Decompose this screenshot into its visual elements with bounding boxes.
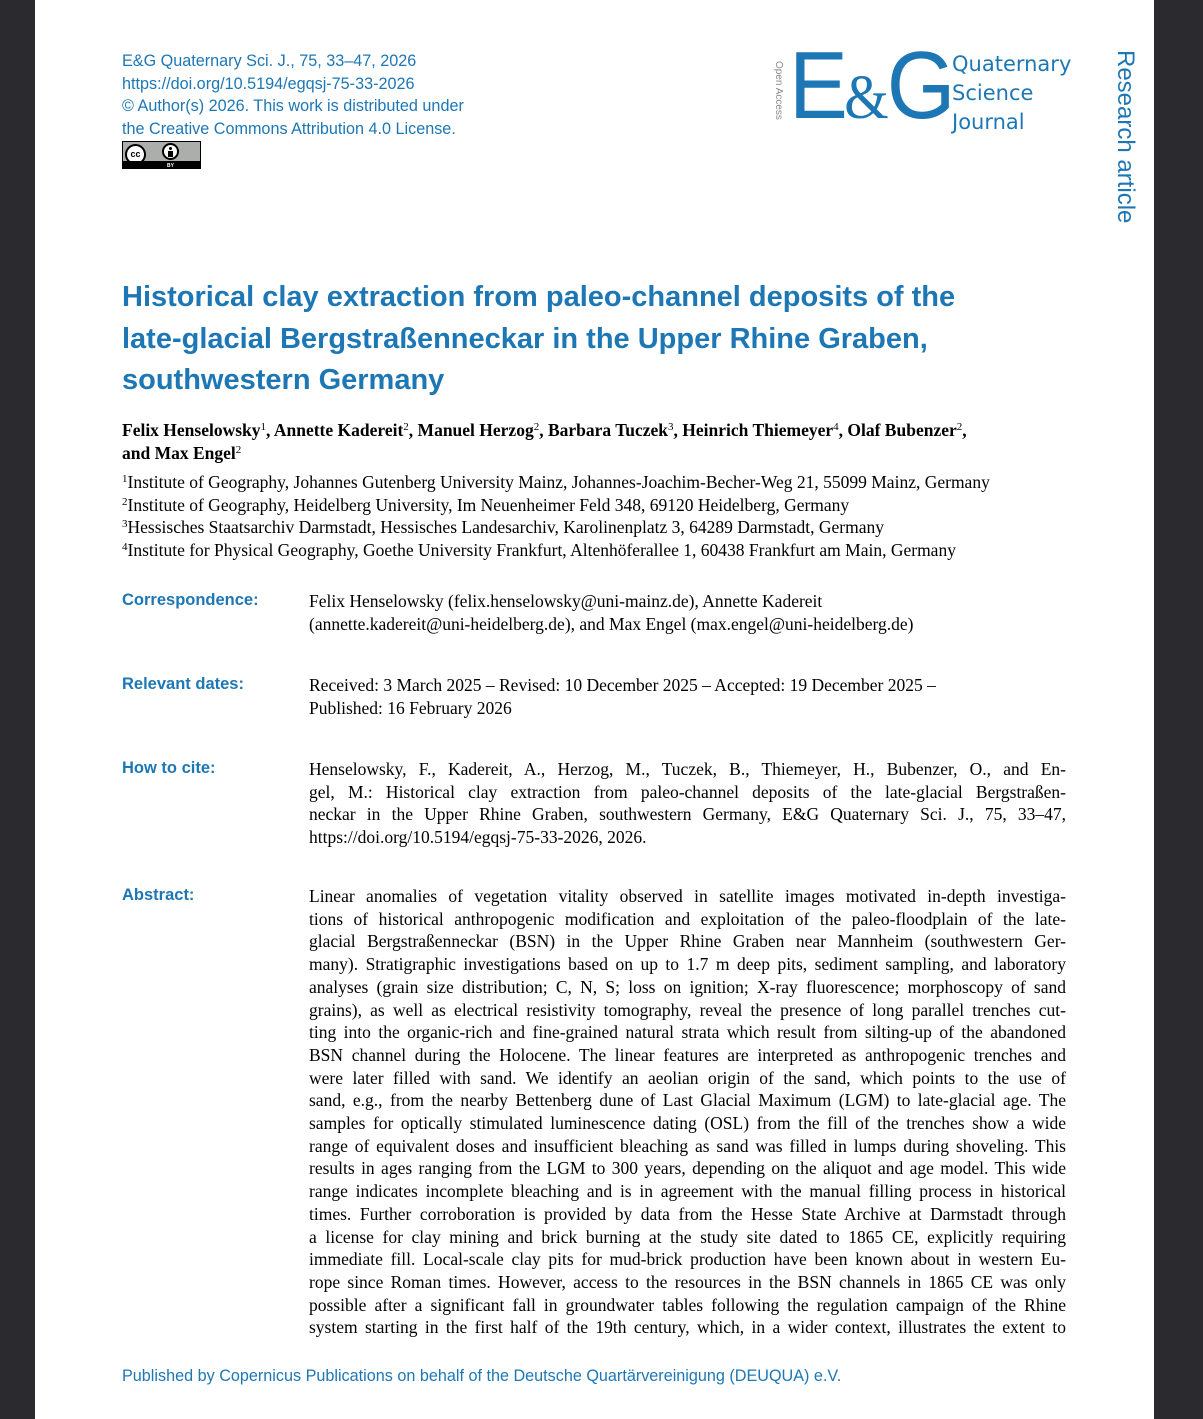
journal-name-line: Journal xyxy=(952,110,1025,134)
author-affiliation-mark: 2 xyxy=(235,444,242,456)
dates-line: Received: 3 March 2025 – Revised: 10 December 2025 – Accepted: 19 December 2025 – xyxy=(309,675,936,695)
badge-bottom-strip xyxy=(123,161,200,168)
affiliation-text: Institute of Geography, Johannes Gutenberg University Mainz, Johannes-Joachim-Becher-Weg 21, 55099 Mainz, Germany xyxy=(127,472,990,492)
abstract-label: Abstract: xyxy=(122,886,195,904)
title-line: late-glacial Bergstraßenneckar in the Upper Rhine Graben, xyxy=(122,322,928,355)
author-separator: , xyxy=(838,420,848,440)
correspondence-text xyxy=(309,590,1066,635)
affiliation-list xyxy=(122,471,1112,562)
affiliation-number: 3 xyxy=(122,518,128,531)
cc-by-license-badge[interactable] xyxy=(122,141,201,169)
abstract-line: a license for clay mining and brick burning at the study site dated to 1865 CE, explicitly requiring xyxy=(309,1226,1066,1247)
abstract-line: system starting in the first half of the 19th century, which, in a wider context, illustrates the extent to xyxy=(309,1317,1066,1338)
author-affiliation-mark: 1 xyxy=(260,421,267,433)
abstract-line: many). Stratigraphic investigations based on up to 1.7 m deep pits, sediment sampling, and laboratory xyxy=(309,954,1066,975)
abstract-line: analyses (grain size distribution; C, N, S; loss on ignition; X-ray fluorescence; morphoscopy of sand xyxy=(309,976,1066,997)
attribution-person-icon xyxy=(162,143,179,160)
abstract-line: tions of historical anthropogenic modification and exploitation of the paleo-floodplain of the late- xyxy=(309,908,1066,929)
author-separator: , xyxy=(539,420,548,440)
title-line: southwestern Germany xyxy=(122,364,445,396)
correspondence-label: Correspondence: xyxy=(122,591,259,609)
author-name: Felix Henselowsky xyxy=(122,420,261,440)
dates-line: Published: 16 February 2026 xyxy=(309,697,512,718)
author-affiliation-mark: 2 xyxy=(956,421,963,433)
affiliation-number: 4 xyxy=(122,541,128,554)
how-to-cite-label: How to cite: xyxy=(122,759,216,777)
relevant-dates-label: Relevant dates: xyxy=(122,675,244,693)
affiliation-item xyxy=(122,539,1112,562)
abstract-line: possible after a significant fall in groundwater tables following the regulation campaign of the Rhine xyxy=(309,1294,1066,1315)
author-separator: , xyxy=(962,420,967,440)
author-name: Olaf Bubenzer xyxy=(847,420,957,440)
author-affiliation-mark: 4 xyxy=(833,421,839,433)
publisher-footer: Published by Copernicus Publications on behalf of the Deutsche Quartärvereinigung (DEUQUA) e.V. xyxy=(122,1367,842,1385)
license-line-1: © Author(s) 2026. This work is distributed under xyxy=(122,97,464,115)
abstract-line: Linear anomalies of vegetation vitality observed in satellite images motivated in-depth investiga- xyxy=(309,886,1066,906)
correspondence-line: (annette.kadereit@uni-heidelberg.de), and Max Engel (max.engel@uni-heidelberg.de) xyxy=(309,613,914,634)
abstract-line: immediate fill. Local-scale clay pits for mud-brick production have been known about in western Eu- xyxy=(309,1249,1066,1270)
journal-name xyxy=(952,50,1071,137)
cite-line: Henselowsky, F., Kadereit, A., Herzog, M., Tuczek, B., Thiemeyer, H., Bubenzer, O., and En- xyxy=(309,759,1066,779)
abstract-line: range indicates incomplete bleaching and is in agreement with the manual filling process in historical xyxy=(309,1181,1066,1202)
eg-logo-letters xyxy=(789,32,952,148)
paper-title xyxy=(122,277,1082,402)
abstract-line: glacial Bergstraßenneckar (BSN) in the Upper Rhine Graben near Mannheim (southwestern Ger- xyxy=(309,931,1066,952)
cite-line: neckar in the Upper Rhine Graben, southwestern Germany, E&G Quaternary Sci. J., 75, 33–47, xyxy=(309,804,1066,825)
how-to-cite-text xyxy=(309,758,1066,849)
abstract-line: samples for optically stimulated luminescence dating (OSL) from the fill of the trenches show a wide xyxy=(309,1113,1066,1134)
author-affiliation-mark: 2 xyxy=(533,421,540,433)
author-affiliation-mark: 3 xyxy=(668,421,674,433)
author-name: Manuel Herzog xyxy=(417,420,534,440)
cc-icon: cc xyxy=(125,144,146,165)
open-access-label: Open Access xyxy=(773,60,784,120)
cite-line: https://doi.org/10.5194/egqsj-75-33-2026, 2026. xyxy=(309,827,647,848)
affiliation-item xyxy=(122,494,1112,517)
affiliation-number: 2 xyxy=(122,495,128,508)
abstract-line: ting into the organic-rich and fine-grained natural strata which result from silting-up of the abandoned xyxy=(309,1022,1066,1043)
logo-ampersand: & xyxy=(844,64,887,132)
license-line-2[interactable]: the Creative Commons Attribution 4.0 License. xyxy=(122,119,456,138)
affiliation-number: 1 xyxy=(122,473,128,485)
citation-line: E&G Quaternary Sci. J., 75, 33–47, 2026 xyxy=(122,52,417,70)
title-line: Historical clay extraction from paleo-channel deposits of the xyxy=(122,281,956,313)
author-name: Annette Kadereit xyxy=(273,420,404,440)
by-label: BY xyxy=(167,163,174,169)
affiliation-item xyxy=(122,471,1112,494)
affiliation-text: Hessisches Staatsarchiv Darmstadt, Hessisches Landesarchiv, Karolinenplatz 3, 64289 Darmstadt, Germany xyxy=(127,517,884,538)
author-name: and Max Engel xyxy=(122,443,236,463)
author-separator: , xyxy=(673,420,683,440)
journal-name-line: Science xyxy=(952,81,1034,105)
affiliation-item xyxy=(122,516,1112,539)
abstract-line: times. Further corroboration is provided by data from the Hesse State Archive at Darmstadt through xyxy=(309,1203,1066,1224)
abstract-line: BSN channel during the Holocene. The linear features are interpreted as anthropogenic trenches and xyxy=(309,1044,1066,1065)
cite-line: gel, M.: Historical clay extraction from paleo-channel deposits of the late-glacial Bergstraßen- xyxy=(309,781,1066,802)
abstract-text xyxy=(309,885,1066,1339)
abstract-line: rope since Roman times. However, access to the resources in the BSN channels in 1865 CE was only xyxy=(309,1271,1066,1292)
citation-header xyxy=(122,50,464,140)
author-name: Heinrich Thiemeyer xyxy=(682,420,834,440)
logo-letter-e: E xyxy=(789,32,845,139)
doi-link[interactable]: https://doi.org/10.5194/egqsj-75-33-2026 xyxy=(122,74,415,93)
abstract-line: grains), as well as electrical resistivity tomography, reveal the presence of long parallel trenches cut- xyxy=(309,999,1066,1020)
correspondence-line: Felix Henselowsky (felix.henselowsky@uni-mainz.de), Annette Kadereit xyxy=(309,591,823,611)
document-page xyxy=(35,0,1154,1419)
affiliation-text: Institute for Physical Geography, Goethe University Frankfurt, Altenhöferallee 1, 60438 Frankfurt am Main, Germany xyxy=(127,540,956,561)
author-separator: , xyxy=(266,420,274,440)
journal-name-line: Quaternary xyxy=(952,52,1072,76)
author-name: Barbara Tuczek xyxy=(547,420,669,440)
abstract-line: sand, e.g., from the nearby Bettenberg dune of Last Glacial Maximum (LGM) to late-glacial age. The xyxy=(309,1090,1066,1111)
abstract-line: results in ages ranging from the LGM to 300 years, depending on the aliquot and age model. This wide xyxy=(309,1158,1066,1179)
affiliation-text: Institute of Geography, Heidelberg University, Im Neuenheimer Feld 348, 69120 Heidelberg, Germany xyxy=(127,494,850,515)
author-affiliation-mark: 2 xyxy=(403,421,409,433)
logo-letter-g: G xyxy=(886,32,952,139)
relevant-dates-text xyxy=(309,674,1066,719)
abstract-line: were later filled with sand. We identify an aeolian origin of the sand, which points to the use of xyxy=(309,1067,1066,1088)
abstract-line: range of equivalent doses and insufficient bleaching as sand was filled in lumps during shoveling. This xyxy=(309,1135,1066,1156)
author-list xyxy=(122,419,1082,465)
author-separator: , xyxy=(408,420,418,440)
article-type-label: Research article xyxy=(1112,50,1139,224)
